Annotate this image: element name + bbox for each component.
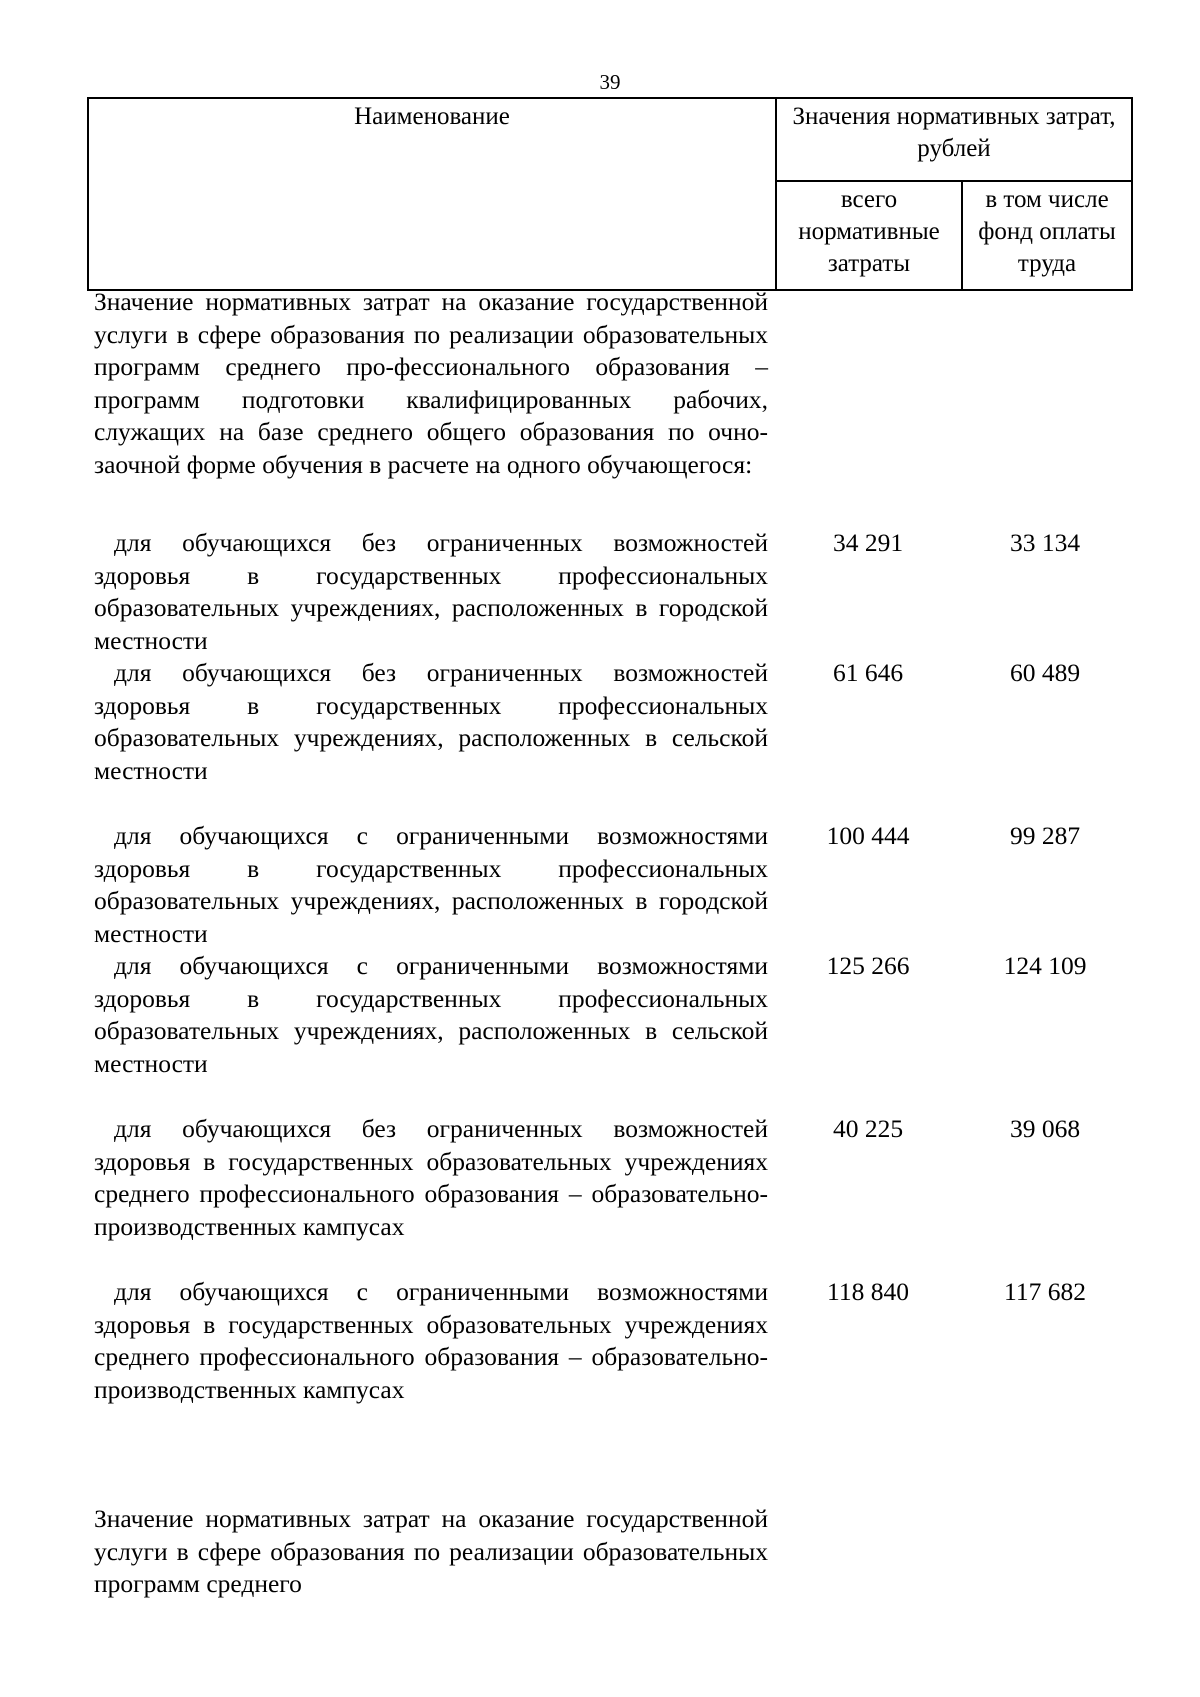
row-label: для обучающихся с ограниченными возможностями здоровья в государственных профессиональных образовательных учреждениях, расположенных в сельской местности: [94, 951, 768, 1078]
row-total-value: 125 266: [826, 951, 910, 980]
row-payroll-value: 60 489: [1009, 658, 1081, 687]
row-payroll-value: 39 068: [1009, 1114, 1081, 1143]
row-payroll-value: 117 682: [1004, 1277, 1086, 1306]
row-label: для обучающихся с ограниченными возможностями здоровья в государственных профессиональных образовательных учреждениях, расположенных в городской местности: [94, 821, 768, 948]
header-name-column: Наименование: [89, 99, 777, 289]
row-label: для обучающихся с ограниченными возможностями здоровья в государственных образовательных учреждениях среднего профессионального образования – образовательно-производственных кампусах: [94, 1277, 768, 1404]
row-label: для обучающихся без ограниченных возможностей здоровья в государственных образовательных учреждениях среднего профессионального образования – образовательно-производственных кампусах: [94, 1114, 768, 1241]
header-total-column: всего нормативные затраты: [777, 182, 963, 289]
row-total-value: 118 840: [827, 1277, 909, 1306]
section-heading: Значение нормативных затрат на оказание государственной услуги в сфере образования по реализации образовательных программ среднего: [94, 1504, 768, 1599]
row-total-value: 40 225: [832, 1114, 904, 1143]
row-label: для обучающихся без ограниченных возможностей здоровья в государственных профессиональных образовательных учреждениях, расположенных в городской местности: [94, 528, 768, 655]
row-total-value: 61 646: [832, 658, 904, 687]
table-header: [87, 97, 1133, 291]
row-payroll-value: 99 287: [1009, 821, 1081, 850]
row-total-value: 100 444: [826, 821, 910, 850]
row-label: для обучающихся без ограниченных возможностей здоровья в государственных профессиональных образовательных учреждениях, расположенных в сельской местности: [94, 658, 768, 785]
row-total-value: 34 291: [832, 528, 904, 557]
row-payroll-value: 124 109: [1003, 951, 1087, 980]
header-values-title: Значения нормативных затрат, рублей: [777, 99, 1131, 182]
header-payroll-column: в том числе фонд оплаты труда: [978, 186, 1116, 277]
page-number: 39: [599, 70, 621, 94]
row-payroll-value: 33 134: [1009, 528, 1081, 557]
section-heading: Значение нормативных затрат на оказание государственной услуги в сфере образования по реализации образовательных программ среднего про-фессионального образования – программ подготовки квалифицированных рабочих, служащих на базе среднего общего образования по очно-заочной форме обучения в расчете на одного обучающегося:: [94, 287, 768, 479]
